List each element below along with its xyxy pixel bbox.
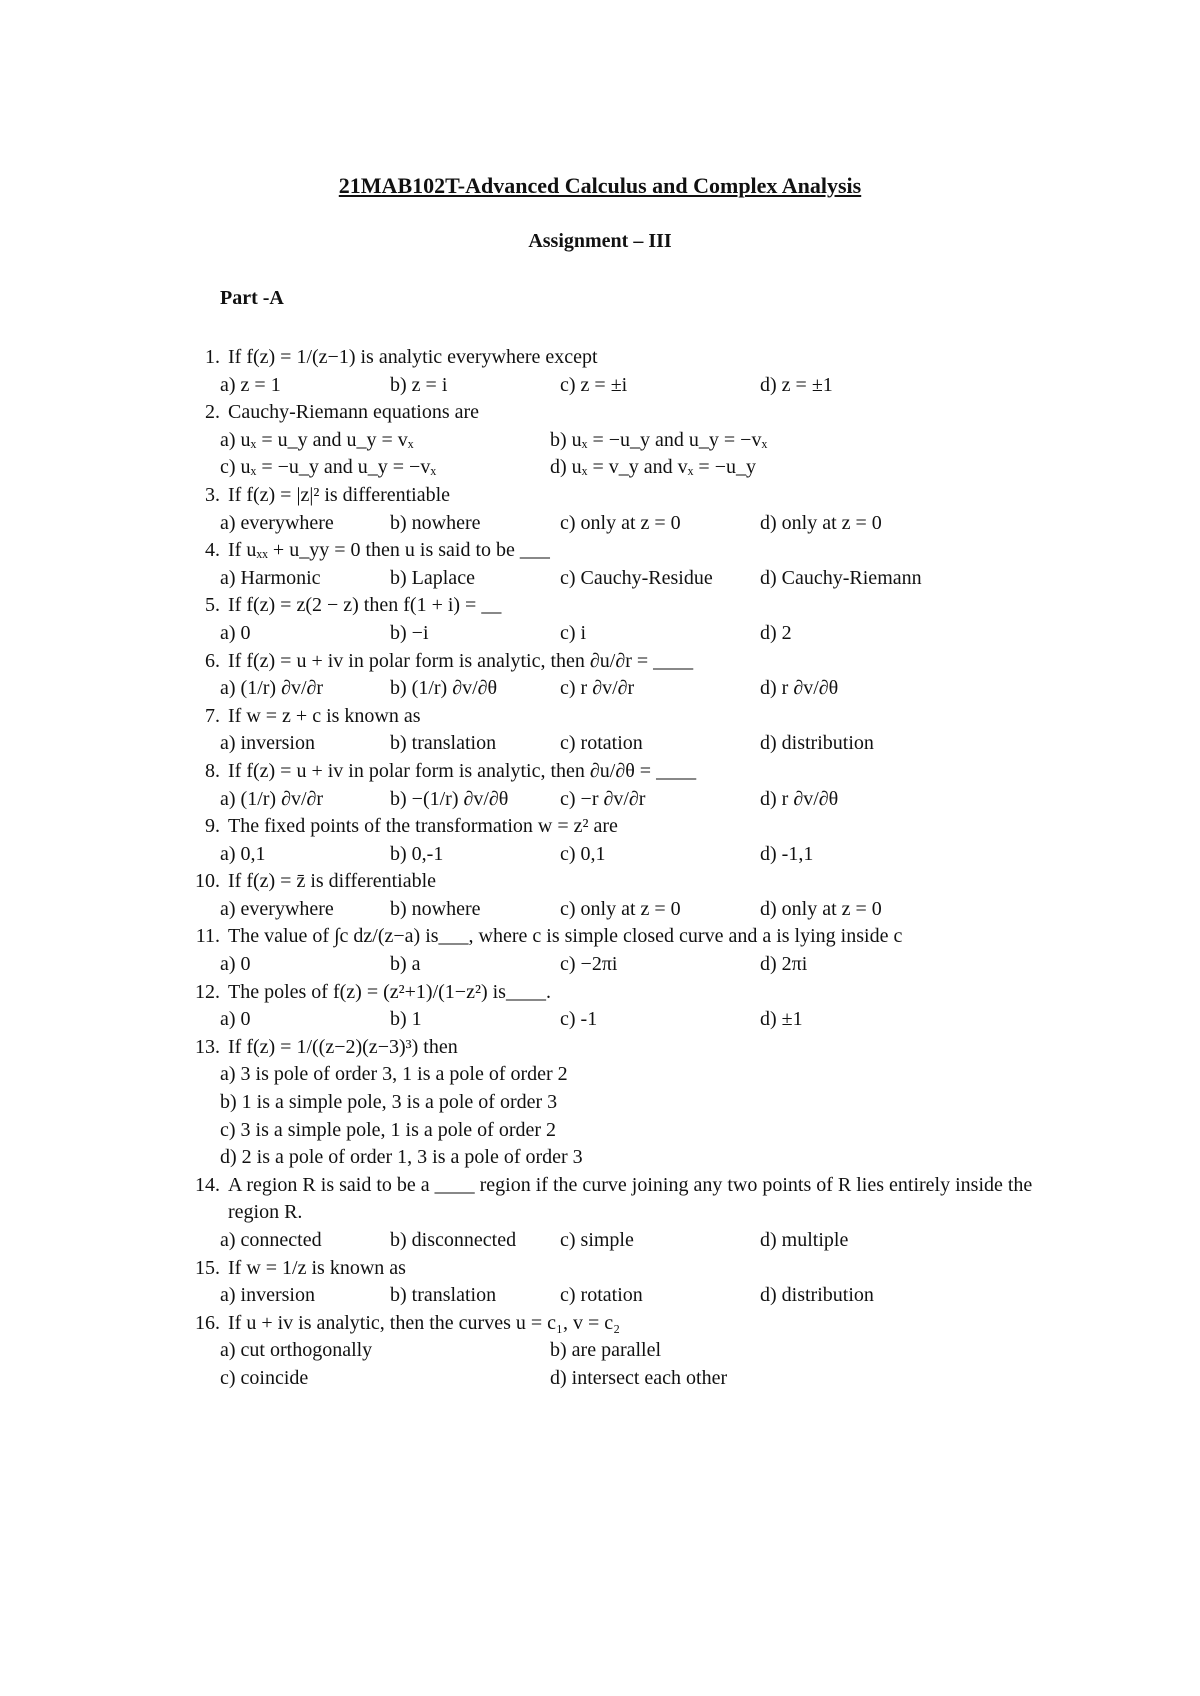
question-number: 16. bbox=[195, 1311, 220, 1334]
answer-option: d) 2 is a pole of order 1, 3 is a pole of order 3 bbox=[220, 1146, 583, 1169]
options-row bbox=[185, 951, 1045, 979]
answer-option: c) i bbox=[560, 621, 587, 644]
answer-option: a) (1/r) ∂v/∂r bbox=[220, 787, 324, 810]
options-row bbox=[185, 620, 1045, 648]
question-line bbox=[185, 1255, 1045, 1283]
answer-option: a) uₓ = u_y and u_y = vₓ bbox=[220, 428, 414, 451]
question-line bbox=[185, 399, 1045, 427]
question-text: If f(z) = 1/((z−2)(z−3)³) then bbox=[228, 1035, 458, 1058]
question-number: 7. bbox=[205, 704, 220, 727]
answer-option: b) 0,-1 bbox=[390, 842, 444, 865]
question-number: 13. bbox=[195, 1035, 220, 1058]
answer-option: d) Cauchy-Riemann bbox=[760, 566, 922, 589]
answer-option: c) 3 is a simple pole, 1 is a pole of order 2 bbox=[220, 1118, 557, 1141]
options-row bbox=[185, 730, 1045, 758]
question-number: 3. bbox=[205, 483, 220, 506]
question-item bbox=[185, 344, 1045, 399]
options-row bbox=[185, 1227, 1045, 1255]
answer-option: d) r ∂v/∂θ bbox=[760, 787, 839, 810]
answer-option: b) nowhere bbox=[390, 511, 481, 534]
question-text: If uₓₓ + u_yy = 0 then u is said to be ___ bbox=[228, 539, 550, 562]
question-number: 5. bbox=[205, 594, 220, 617]
answer-option: d) 2 bbox=[760, 621, 792, 644]
answer-option: b) translation bbox=[390, 1284, 497, 1307]
question-text: If f(z) = u + iv in polar form is analytic, then ∂u/∂θ = ____ bbox=[228, 759, 697, 782]
answer-option: b) (1/r) ∂v/∂θ bbox=[390, 677, 498, 700]
options-row bbox=[185, 1006, 1045, 1034]
answer-option: a) 3 is pole of order 3, 1 is a pole of order 2 bbox=[220, 1063, 568, 1086]
options-row bbox=[185, 841, 1045, 869]
question-item bbox=[185, 758, 1045, 813]
answer-option: d) 2πi bbox=[760, 953, 808, 976]
question-line bbox=[185, 758, 1045, 786]
course-title: 21MAB102T-Advanced Calculus and Complex Analysis bbox=[338, 173, 862, 198]
options-row bbox=[185, 1061, 1045, 1089]
answer-option: b) Laplace bbox=[390, 566, 475, 589]
answer-option: d) distribution bbox=[760, 1284, 874, 1307]
options-row bbox=[185, 1337, 1045, 1365]
question-item bbox=[185, 1310, 1045, 1393]
answer-option: d) only at z = 0 bbox=[760, 897, 882, 920]
question-item bbox=[185, 703, 1045, 758]
answer-option: a) inversion bbox=[220, 732, 315, 755]
answer-option: b) a bbox=[390, 953, 421, 976]
answer-option: c) −r ∂v/∂r bbox=[560, 787, 646, 810]
options-row bbox=[185, 454, 1045, 482]
answer-option: c) 0,1 bbox=[560, 842, 606, 865]
question-item bbox=[185, 1255, 1045, 1310]
question-line bbox=[185, 813, 1045, 841]
answer-option: c) coincide bbox=[220, 1366, 309, 1389]
question-text: The value of ∫c dz/(z−a) is___, where c is simple closed curve and a is lying inside c bbox=[228, 925, 903, 948]
question-line bbox=[185, 592, 1045, 620]
options-row bbox=[185, 1365, 1045, 1393]
answer-option: c) only at z = 0 bbox=[560, 897, 681, 920]
options-row bbox=[185, 786, 1045, 814]
answer-option: c) z = ±i bbox=[560, 373, 628, 396]
options-row bbox=[185, 372, 1045, 400]
question-line bbox=[185, 1310, 1045, 1338]
question-number: 9. bbox=[205, 815, 220, 838]
question-item bbox=[185, 592, 1045, 647]
question-line bbox=[185, 648, 1045, 676]
question-number: 12. bbox=[195, 980, 220, 1003]
answer-option: c) simple bbox=[560, 1229, 634, 1251]
question-number: 11. bbox=[195, 925, 220, 948]
answer-option: d) z = ±1 bbox=[760, 373, 833, 396]
question-item bbox=[185, 979, 1045, 1034]
question-line bbox=[185, 344, 1045, 372]
answer-option: d) uₓ = v_y and vₓ = −u_y bbox=[550, 456, 756, 479]
answer-option: c) only at z = 0 bbox=[560, 511, 681, 534]
question-text: If f(z) = 1/(z−1) is analytic everywhere except bbox=[228, 346, 598, 368]
options-row bbox=[185, 510, 1045, 538]
answer-option: a) cut orthogonally bbox=[220, 1339, 373, 1362]
question-text: A region R is said to be a ____ region if the curve joining any two points of R lies entirely inside the region R. bbox=[228, 1173, 1033, 1224]
answer-option: b) −i bbox=[390, 621, 429, 644]
question-item bbox=[185, 868, 1045, 923]
answer-option: a) (1/r) ∂v/∂r bbox=[220, 677, 324, 700]
answer-option: d) r ∂v/∂θ bbox=[760, 677, 839, 700]
answer-option: b) are parallel bbox=[550, 1339, 662, 1362]
question-line bbox=[185, 923, 1045, 951]
options-row bbox=[185, 1117, 1045, 1145]
answer-option: d) only at z = 0 bbox=[760, 511, 882, 534]
options-row bbox=[185, 1089, 1045, 1117]
answer-option: c) −2πi bbox=[560, 953, 618, 976]
question-text: If f(z) = u + iv in polar form is analytic, then ∂u/∂r = ____ bbox=[228, 649, 694, 672]
question-text: If f(z) = |z|² is differentiable bbox=[228, 483, 451, 506]
answer-option: d) distribution bbox=[760, 732, 874, 755]
answer-option: b) 1 bbox=[390, 1008, 422, 1031]
question-number: 2. bbox=[205, 401, 220, 424]
question-list bbox=[185, 344, 1045, 1393]
question-item bbox=[185, 1034, 1045, 1172]
question-number: 8. bbox=[205, 759, 220, 782]
answer-option: a) everywhere bbox=[220, 897, 334, 920]
part-heading: Part -A bbox=[220, 287, 284, 309]
question-text: The fixed points of the transformation w = z² are bbox=[228, 815, 618, 838]
question-line bbox=[185, 979, 1045, 1007]
options-row bbox=[185, 675, 1045, 703]
answer-option: c) r ∂v/∂r bbox=[560, 677, 635, 700]
question-text: The poles of f(z) = (z²+1)/(1−z²) is____. bbox=[228, 980, 551, 1003]
question-text: If u + iv is analytic, then the curves u = c₁, v = c₂ bbox=[228, 1311, 621, 1334]
answer-option: b) −(1/r) ∂v/∂θ bbox=[390, 787, 509, 810]
question-text: If f(z) = z̄ is differentiable bbox=[228, 870, 437, 893]
answer-option: a) everywhere bbox=[220, 511, 334, 534]
question-item bbox=[185, 399, 1045, 482]
options-row bbox=[185, 565, 1045, 593]
question-item bbox=[185, 1172, 1045, 1255]
answer-option: a) z = 1 bbox=[220, 373, 281, 396]
question-text: If f(z) = z(2 − z) then f(1 + i) = __ bbox=[228, 594, 502, 617]
answer-option: b) nowhere bbox=[390, 897, 481, 920]
answer-option: d) multiple bbox=[760, 1229, 849, 1251]
answer-option: b) translation bbox=[390, 732, 497, 755]
question-item bbox=[185, 537, 1045, 592]
question-text: If w = 1/z is known as bbox=[228, 1256, 406, 1279]
question-number: 10. bbox=[195, 870, 220, 893]
answer-option: a) 0 bbox=[220, 621, 251, 644]
question-number: 4. bbox=[205, 539, 220, 562]
question-item bbox=[185, 648, 1045, 703]
answer-option: a) 0 bbox=[220, 1008, 251, 1031]
question-line bbox=[185, 868, 1045, 896]
question-number: 15. bbox=[195, 1256, 220, 1279]
answer-option: a) 0 bbox=[220, 953, 251, 976]
answer-option: a) connected bbox=[220, 1229, 322, 1251]
question-item bbox=[185, 482, 1045, 537]
question-line bbox=[185, 1172, 1045, 1227]
question-line bbox=[185, 482, 1045, 510]
answer-option: a) 0,1 bbox=[220, 842, 266, 865]
options-row bbox=[185, 1282, 1045, 1310]
question-line bbox=[185, 703, 1045, 731]
answer-option: d) -1,1 bbox=[760, 842, 814, 865]
answer-option: d) intersect each other bbox=[550, 1366, 728, 1389]
assignment-title: Assignment – III bbox=[528, 230, 672, 252]
question-item bbox=[185, 813, 1045, 868]
question-number: 14. bbox=[195, 1173, 220, 1196]
question-number: 6. bbox=[205, 649, 220, 672]
options-row bbox=[185, 1144, 1045, 1172]
answer-option: b) uₓ = −u_y and u_y = −vₓ bbox=[550, 428, 768, 451]
question-text: Cauchy-Riemann equations are bbox=[228, 401, 480, 424]
question-number: 1. bbox=[205, 346, 220, 368]
answer-option: c) rotation bbox=[560, 1284, 643, 1307]
answer-option: b) 1 is a simple pole, 3 is a pole of order 3 bbox=[220, 1091, 558, 1114]
question-item bbox=[185, 923, 1045, 978]
answer-option: b) z = i bbox=[390, 373, 448, 396]
answer-option: c) uₓ = −u_y and u_y = −vₓ bbox=[220, 456, 437, 479]
question-line bbox=[185, 1034, 1045, 1062]
answer-option: c) Cauchy-Residue bbox=[560, 566, 713, 589]
answer-option: a) Harmonic bbox=[220, 566, 321, 589]
question-line bbox=[185, 537, 1045, 565]
options-row bbox=[185, 427, 1045, 455]
answer-option: d) ±1 bbox=[760, 1008, 803, 1031]
options-row bbox=[185, 896, 1045, 924]
question-text: If w = z + c is known as bbox=[228, 704, 421, 727]
answer-option: c) rotation bbox=[560, 732, 643, 755]
answer-option: b) disconnected bbox=[390, 1229, 517, 1251]
answer-option: c) -1 bbox=[560, 1008, 598, 1031]
answer-option: a) inversion bbox=[220, 1284, 315, 1307]
